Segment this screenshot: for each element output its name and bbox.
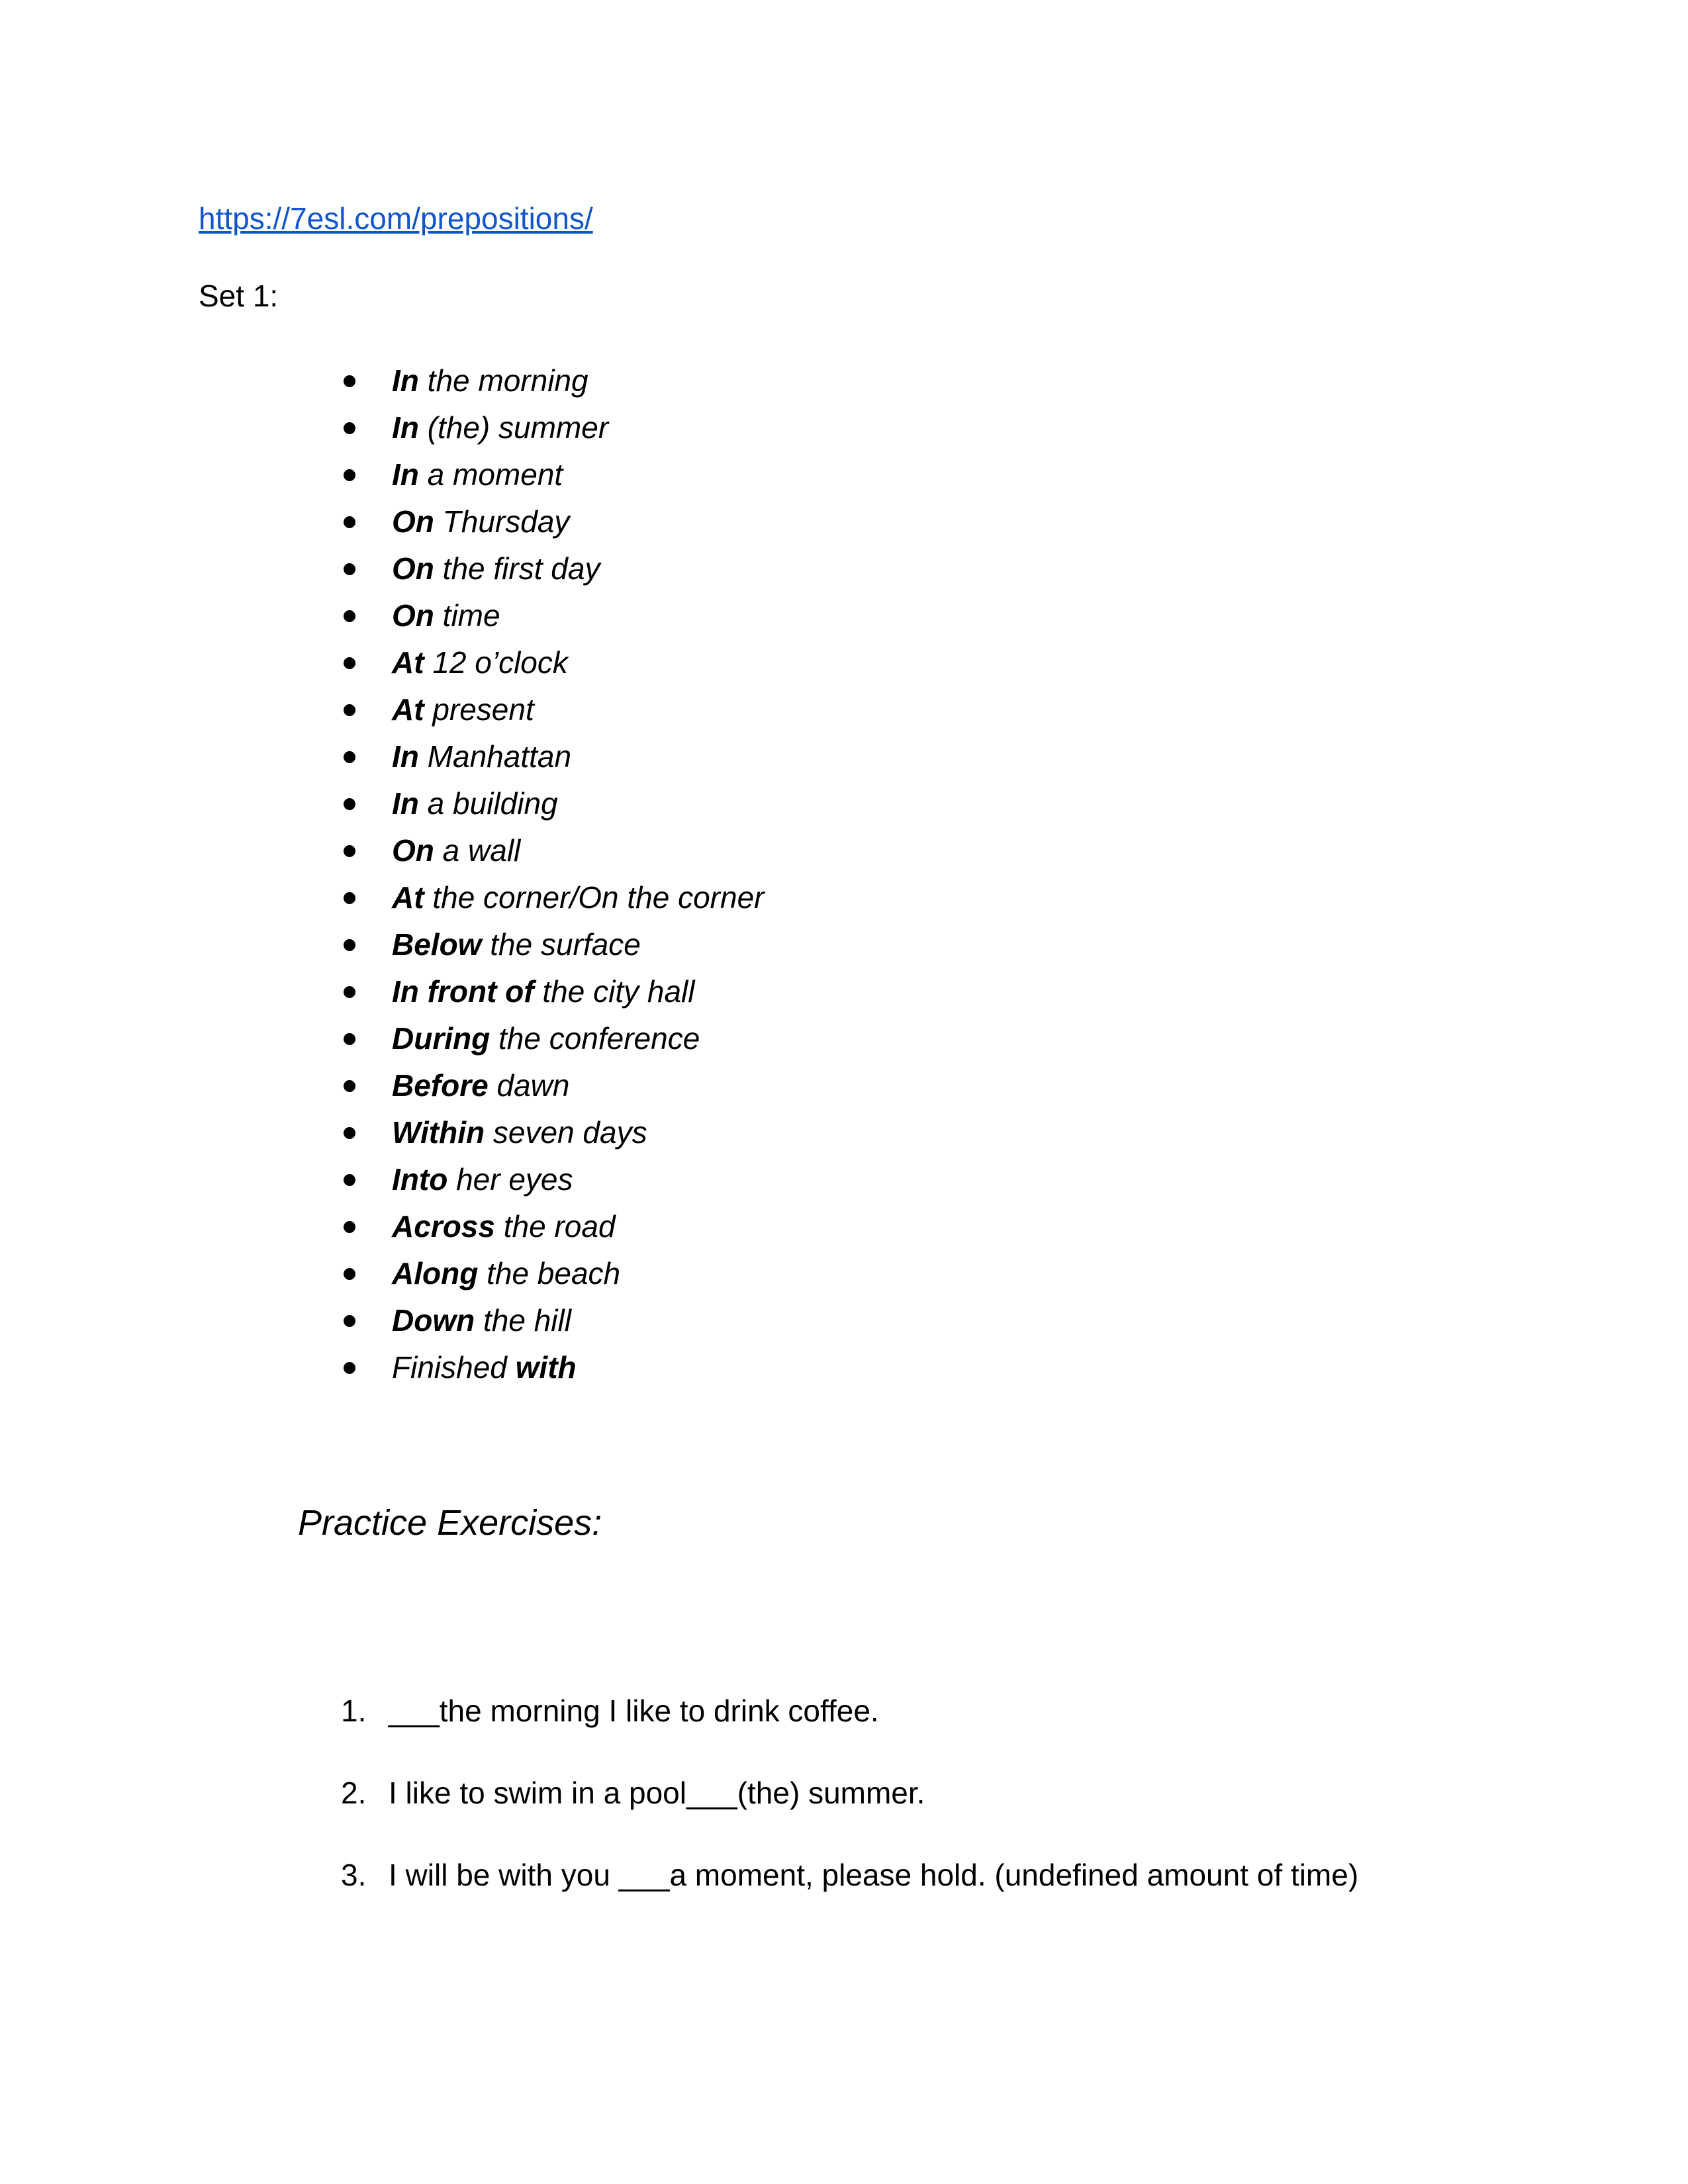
bullet-icon: [344, 1033, 355, 1045]
preposition-word: Across: [392, 1209, 495, 1244]
preposition-word: Into: [392, 1162, 448, 1197]
exercise-text: I like to swim in a pool___(the) summer.: [389, 1776, 925, 1810]
preposition-word: Below: [392, 927, 482, 962]
bullet-icon: [344, 704, 355, 716]
bullet-icon: [344, 892, 355, 904]
preposition-word: Along: [392, 1256, 479, 1291]
preposition-item: [199, 592, 1489, 639]
preposition-phrase: 12 o’clock: [424, 645, 568, 680]
preposition-phrase: (the) summer: [418, 410, 609, 445]
preposition-word: In: [392, 457, 419, 492]
exercise-number: 1.: [341, 1694, 367, 1728]
preposition-word: Within: [392, 1115, 485, 1150]
bullet-icon: [344, 1362, 355, 1374]
preposition-item: [199, 874, 1489, 921]
preposition-word: Down: [392, 1303, 475, 1338]
preposition-phrase: dawn: [488, 1068, 570, 1103]
exercise-number: 3.: [341, 1858, 367, 1892]
exercise-list: [199, 1670, 1489, 1916]
bullet-icon: [344, 469, 355, 481]
bullet-icon: [344, 1127, 355, 1139]
preposition-word: On: [392, 551, 434, 586]
preposition-item: [199, 357, 1489, 404]
preposition-item: [199, 404, 1489, 451]
preposition-word: with: [515, 1350, 577, 1385]
preposition-phrase: the hill: [475, 1303, 571, 1338]
bullet-icon: [344, 516, 355, 528]
exercise-item: [199, 1670, 1489, 1752]
bullet-icon: [344, 1080, 355, 1092]
preposition-phrase: the beach: [478, 1256, 621, 1291]
bullet-icon: [344, 845, 355, 857]
preposition-item: [199, 1203, 1489, 1250]
preposition-phrase: the surface: [481, 927, 641, 962]
preposition-item: [199, 498, 1489, 545]
preposition-word: In: [392, 363, 419, 398]
preposition-word: At: [392, 880, 424, 915]
exercise-item: [199, 1752, 1489, 1834]
preposition-phrase: the first day: [434, 551, 600, 586]
preposition-item: [199, 451, 1489, 498]
preposition-phrase: a moment: [418, 457, 563, 492]
preposition-word: On: [392, 833, 434, 868]
exercise-item: [199, 1834, 1489, 1916]
bullet-icon: [344, 657, 355, 669]
preposition-phrase: Manhattan: [418, 739, 572, 774]
exercise-text: ___the morning I like to drink coffee.: [389, 1694, 879, 1728]
preposition-item: [199, 1344, 1489, 1391]
preposition-phrase: Finished: [392, 1350, 516, 1385]
preposition-phrase: the morning: [418, 363, 588, 398]
preposition-phrase: the road: [494, 1209, 616, 1244]
preposition-item: [199, 1109, 1489, 1156]
preposition-item: [199, 1015, 1489, 1062]
bullet-icon: [344, 563, 355, 575]
preposition-phrase: a wall: [434, 833, 521, 868]
prepositions-link[interactable]: https://7esl.com/prepositions/: [199, 201, 593, 236]
preposition-item: [199, 1062, 1489, 1109]
preposition-word: At: [392, 692, 424, 727]
bullet-icon: [344, 375, 355, 387]
preposition-phrase: present: [424, 692, 534, 727]
preposition-item: [199, 1156, 1489, 1203]
preposition-word: In: [392, 786, 419, 821]
preposition-word: At: [392, 645, 424, 680]
preposition-item: [199, 968, 1489, 1015]
preposition-item: [199, 1250, 1489, 1297]
preposition-phrase: the corner/On the corner: [424, 880, 765, 915]
bullet-icon: [344, 1174, 355, 1186]
bullet-icon: [344, 986, 355, 998]
preposition-phrase: the conference: [490, 1021, 700, 1056]
preposition-word: In: [392, 410, 419, 445]
bullet-icon: [344, 1221, 355, 1233]
preposition-phrase: the city hall: [534, 974, 695, 1009]
preposition-item: [199, 780, 1489, 827]
preposition-phrase: a building: [418, 786, 558, 821]
preposition-item: [199, 545, 1489, 592]
bullet-icon: [344, 422, 355, 434]
preposition-phrase: seven days: [485, 1115, 647, 1150]
preposition-item: [199, 639, 1489, 686]
preposition-word: During: [392, 1021, 491, 1056]
bullet-icon: [344, 1315, 355, 1327]
bullet-icon: [344, 610, 355, 622]
practice-exercises-heading: Practice Exercises:: [298, 1503, 602, 1543]
set-label: Set 1:: [199, 279, 279, 313]
preposition-item: [199, 827, 1489, 874]
preposition-item: [199, 733, 1489, 780]
link-paragraph: [199, 202, 1489, 236]
bullet-icon: [344, 798, 355, 810]
preposition-item: [199, 1297, 1489, 1344]
exercise-text: I will be with you ___a moment, please hold. (undefined amount of time): [389, 1858, 1359, 1892]
preposition-phrase: time: [434, 598, 500, 633]
preposition-word: In: [392, 739, 419, 774]
bullet-icon: [344, 751, 355, 763]
preposition-word: On: [392, 598, 434, 633]
preposition-word: Before: [392, 1068, 489, 1103]
preposition-item: [199, 921, 1489, 968]
bullet-icon: [344, 939, 355, 951]
preposition-phrase: her eyes: [447, 1162, 573, 1197]
preposition-phrase: Thursday: [434, 504, 570, 539]
exercise-number: 2.: [341, 1776, 367, 1810]
preposition-item: [199, 686, 1489, 733]
bullet-icon: [344, 1268, 355, 1280]
preposition-list: [199, 357, 1489, 1391]
preposition-word: On: [392, 504, 434, 539]
preposition-word: In front of: [392, 974, 534, 1009]
